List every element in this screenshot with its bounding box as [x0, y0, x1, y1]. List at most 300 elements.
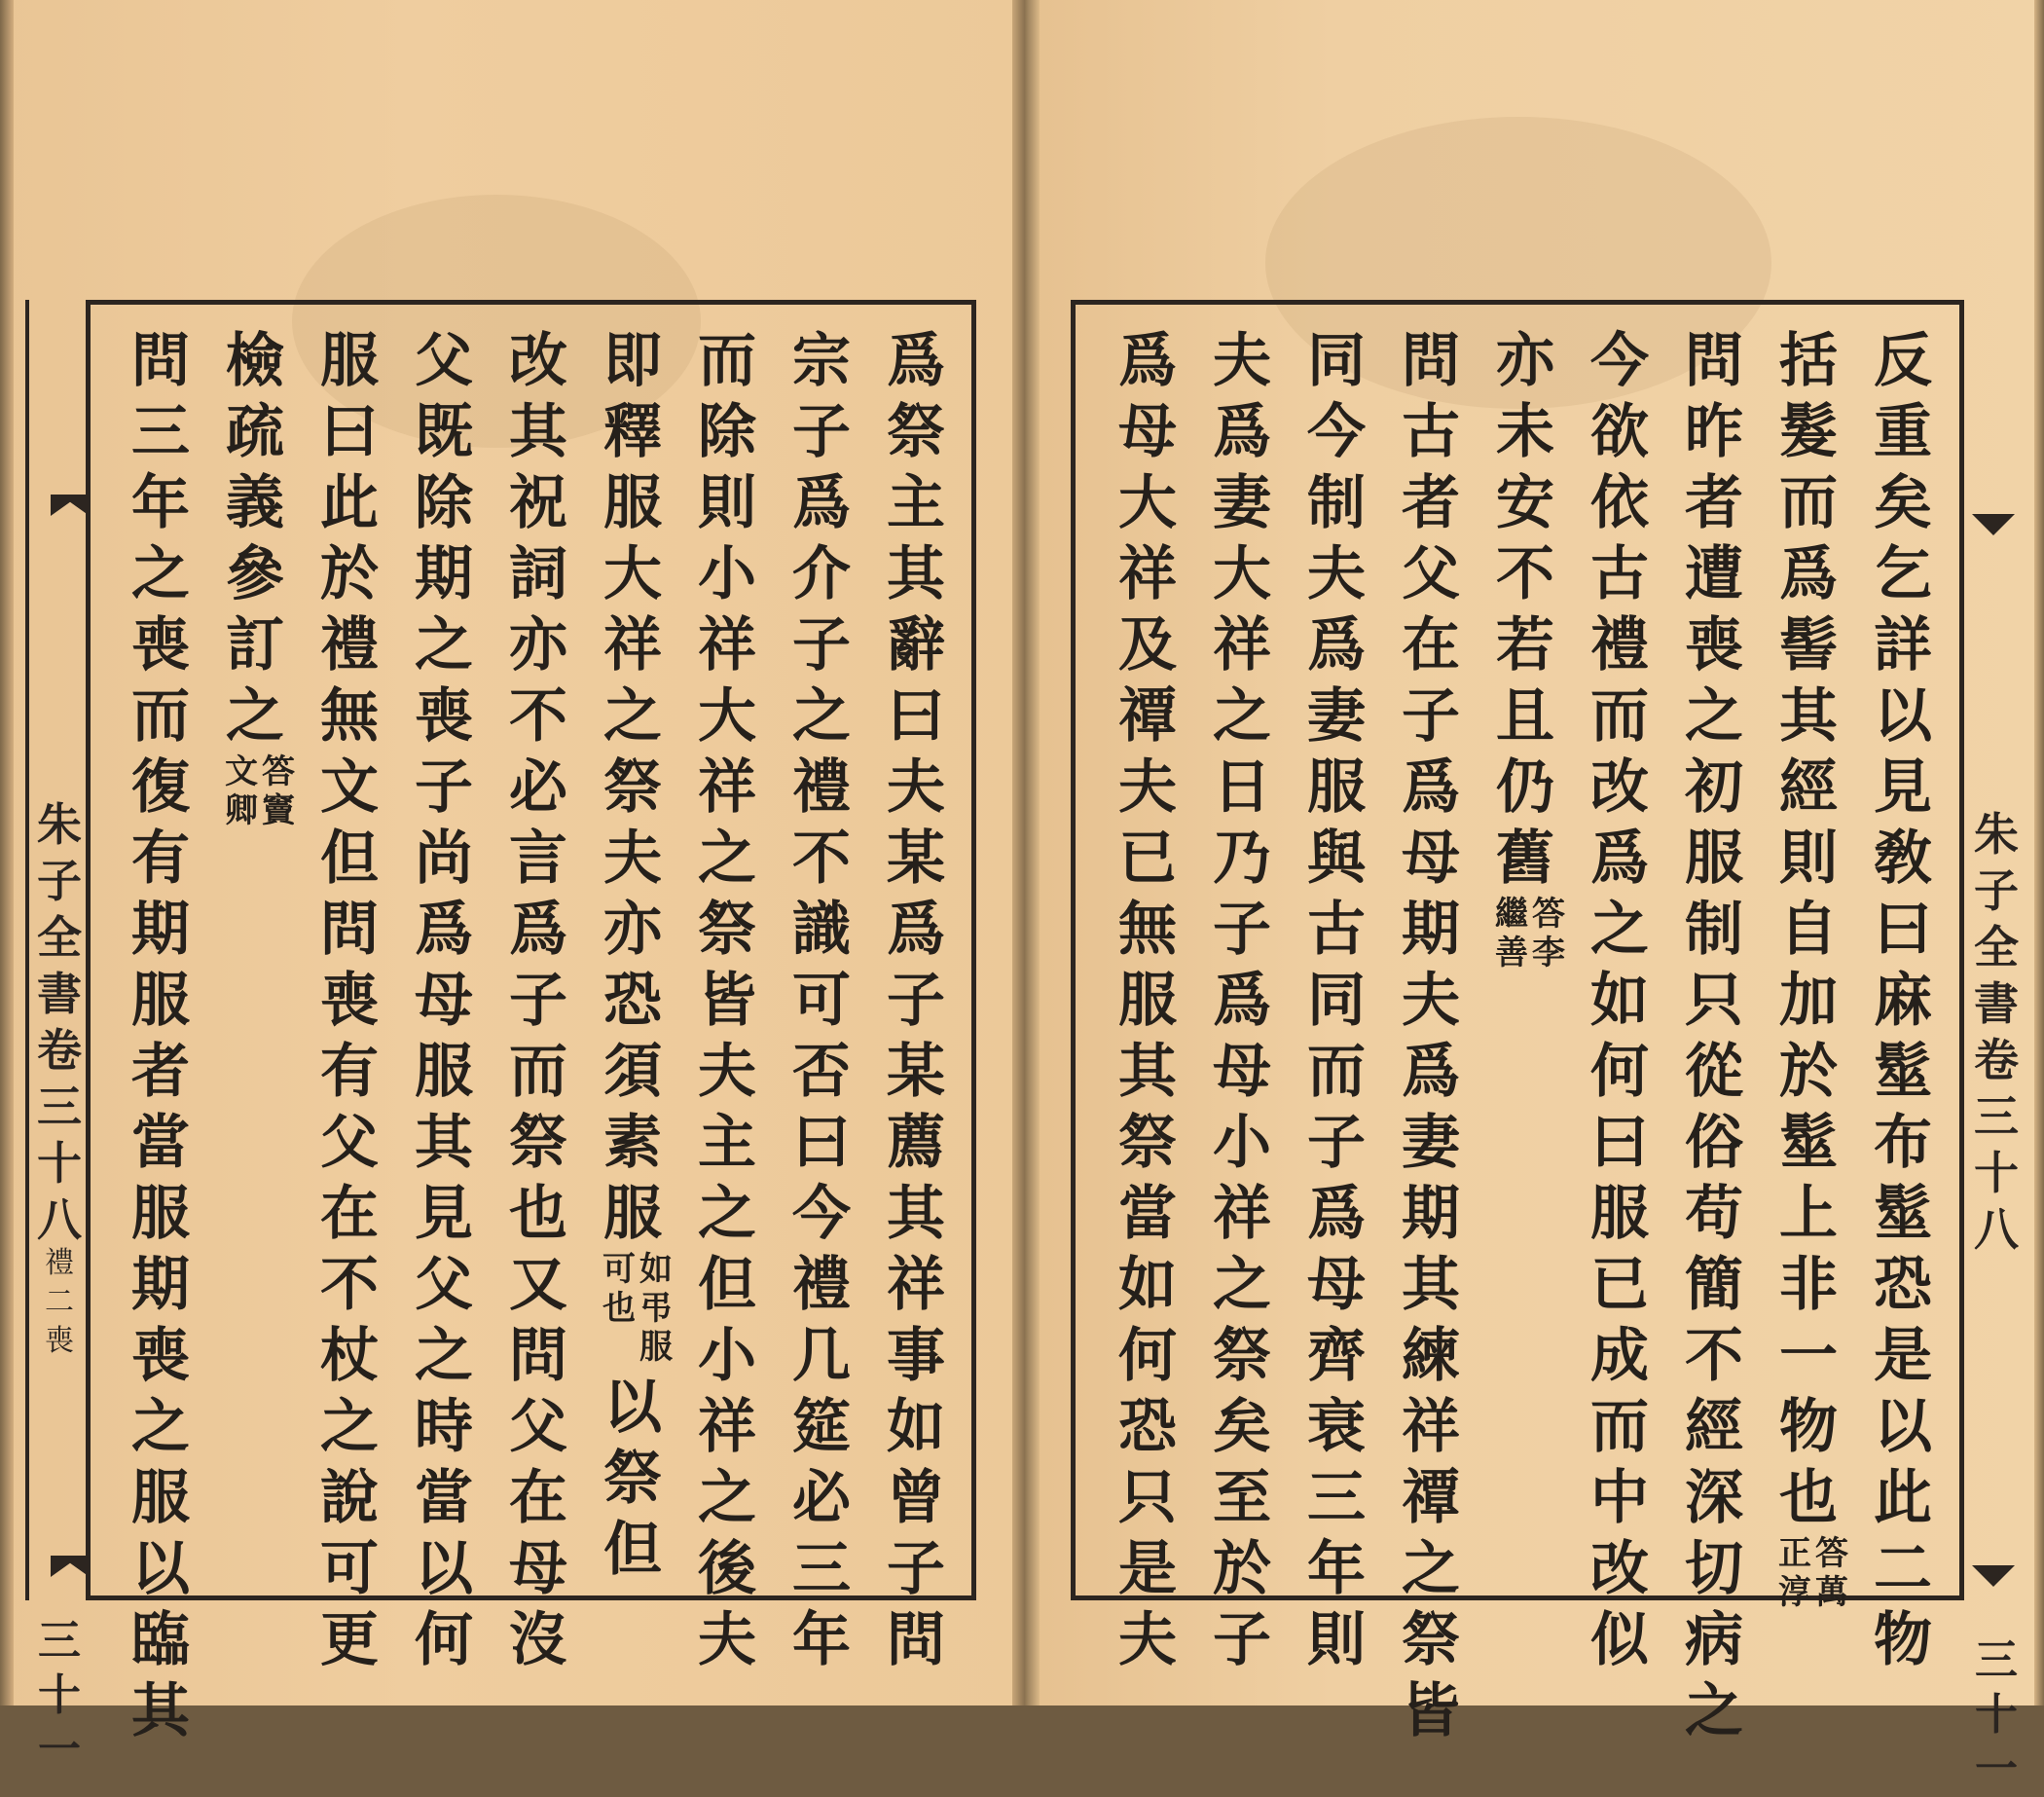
note-char: 也 — [602, 1289, 636, 1328]
text-char: 除 — [415, 469, 473, 537]
text-char: 而 — [1779, 469, 1838, 537]
text-char: 詳 — [1874, 611, 1932, 679]
text-char: 曰 — [1590, 1109, 1649, 1177]
text-char: 問 — [131, 327, 190, 395]
fishtail-mark-lower — [1972, 1565, 2015, 1587]
text-char: 妻 — [1307, 682, 1366, 751]
text-char: 尚 — [415, 825, 473, 893]
text-char: 小 — [698, 1322, 756, 1390]
text-char: 如 — [1590, 967, 1649, 1035]
text-char: 爲 — [792, 469, 851, 537]
text-char: 是 — [1118, 1535, 1177, 1603]
text-char: 子 — [509, 967, 567, 1035]
text-char: 禮 — [320, 611, 379, 679]
text-char: 服 — [603, 469, 662, 537]
text-char: 祥 — [698, 1393, 756, 1461]
text-char: 爲 — [1213, 398, 1271, 466]
text-char: 其 — [887, 1180, 945, 1248]
note-char: 竇 — [262, 791, 295, 830]
text-char: 以 — [415, 1535, 473, 1603]
note-char: 答 — [262, 752, 295, 791]
text-char: 爲 — [1590, 825, 1649, 893]
spine-page-char: 三 — [38, 1616, 81, 1666]
text-char: 夫 — [1402, 967, 1460, 1035]
text-char: 文 — [320, 753, 379, 822]
text-char: 仍 — [1496, 753, 1554, 822]
text-char: 敎 — [1874, 825, 1932, 893]
text-char: 見 — [1874, 753, 1932, 822]
text-char: 介 — [792, 540, 851, 608]
text-char: 日 — [1213, 753, 1271, 822]
text-char: 同 — [1307, 967, 1366, 1035]
spine-section-char: 喪 — [45, 1324, 74, 1358]
spine-title-char: 子 — [37, 855, 82, 907]
text-char: 喪 — [415, 682, 473, 751]
text-char: 有 — [131, 825, 190, 893]
text-char: 服 — [1307, 753, 1366, 822]
spine-page-char: 一 — [1975, 1744, 2018, 1794]
text-char: 改 — [1590, 753, 1649, 822]
text-char: 其 — [131, 1677, 190, 1745]
text-char: 問 — [887, 1606, 945, 1674]
text-char: 改 — [1590, 1535, 1649, 1603]
text-char: 何 — [1590, 1038, 1649, 1106]
spine-title-char: 卷 — [37, 1024, 82, 1077]
text-char: 物 — [1874, 1606, 1932, 1674]
text-char: 之 — [698, 1180, 756, 1248]
text-char: 亦 — [603, 896, 662, 964]
text-char: 今 — [792, 1180, 851, 1248]
left-spine-page-number — [29, 1614, 90, 1778]
text-char: 祥 — [1213, 1180, 1271, 1248]
text-char: 不 — [509, 682, 567, 751]
text-char: 其 — [887, 540, 945, 608]
right-spine-page-number — [1964, 1633, 2028, 1797]
note-char: 答 — [1815, 1534, 1848, 1573]
text-column — [312, 326, 386, 1674]
text-column — [407, 326, 481, 1674]
text-char: 爲 — [1118, 327, 1177, 395]
spine-page-char: 一 — [38, 1725, 81, 1775]
text-char: 不 — [792, 825, 851, 893]
text-char: 之 — [1402, 1535, 1460, 1603]
text-char: 之 — [792, 682, 851, 751]
text-char: 爲 — [1779, 540, 1838, 608]
text-char: 其 — [1402, 1251, 1460, 1319]
text-char: 且 — [1496, 682, 1554, 751]
text-char: 亦 — [509, 611, 567, 679]
spine-title-char: 八 — [37, 1193, 82, 1246]
text-char: 之 — [698, 825, 756, 893]
text-char: 有 — [320, 1038, 379, 1106]
text-char: 爲 — [1213, 967, 1271, 1035]
text-char: 爲 — [1402, 753, 1460, 822]
text-char: 祭 — [1213, 1322, 1271, 1390]
spine-page-char: 十 — [1975, 1690, 2018, 1740]
spine-title-char: 朱 — [1974, 808, 2019, 861]
text-char: 制 — [1307, 469, 1366, 537]
text-char: 夫 — [1118, 753, 1177, 822]
text-char: 母 — [1402, 825, 1460, 893]
text-char: 父 — [320, 1109, 379, 1177]
spine-title-char: 十 — [37, 1137, 82, 1190]
text-char: 祥 — [1213, 611, 1271, 679]
text-char: 初 — [1685, 753, 1743, 822]
text-char: 自 — [1779, 896, 1838, 964]
text-char: 疏 — [226, 398, 284, 466]
text-char: 之 — [1685, 1677, 1743, 1745]
text-char: 喪 — [320, 967, 379, 1035]
text-char: 恐 — [1118, 1393, 1177, 1461]
text-char: 禫 — [1118, 682, 1177, 751]
text-char: 年 — [1307, 1535, 1366, 1603]
text-char: 於 — [1779, 1038, 1838, 1106]
text-char: 子 — [1307, 1109, 1366, 1177]
text-char: 祥 — [887, 1251, 945, 1319]
text-char: 其 — [415, 1109, 473, 1177]
text-char: 之 — [698, 1464, 756, 1532]
text-char: 爲 — [887, 327, 945, 395]
interlinear-note — [600, 1250, 674, 1367]
spine-title-char: 朱 — [37, 798, 82, 851]
text-column — [501, 326, 575, 1674]
text-char: 一 — [1779, 1322, 1838, 1390]
text-char: 服 — [1685, 825, 1743, 893]
text-char: 俗 — [1685, 1109, 1743, 1177]
text-char: 此 — [1874, 1464, 1932, 1532]
text-char: 其 — [509, 398, 567, 466]
text-char: 練 — [1402, 1322, 1460, 1390]
text-column — [1866, 326, 1940, 1674]
text-char: 夫 — [698, 1606, 756, 1674]
text-char: 而 — [1307, 1038, 1366, 1106]
text-char: 以 — [1874, 682, 1932, 751]
text-char: 從 — [1685, 1038, 1743, 1106]
text-char: 髮 — [1779, 398, 1838, 466]
text-char: 於 — [320, 540, 379, 608]
text-char: 問 — [1402, 327, 1460, 395]
text-char: 問 — [1685, 327, 1743, 395]
text-char: 杖 — [320, 1322, 379, 1390]
text-char: 不 — [1685, 1322, 1743, 1390]
text-char: 之 — [1590, 896, 1649, 964]
interlinear-note — [222, 752, 296, 830]
text-char: 之 — [1213, 682, 1271, 751]
text-char: 當 — [1118, 1180, 1177, 1248]
text-char: 子 — [1213, 1606, 1271, 1674]
text-char: 在 — [320, 1180, 379, 1248]
text-char: 依 — [1590, 469, 1649, 537]
text-char: 祭 — [698, 896, 756, 964]
text-char: 已 — [1590, 1251, 1649, 1319]
text-char: 可 — [320, 1535, 379, 1603]
spine-title-char: 子 — [1974, 864, 2019, 917]
text-char: 皆 — [1402, 1677, 1460, 1745]
text-char: 改 — [509, 327, 567, 395]
text-char: 只 — [1685, 967, 1743, 1035]
note-char: 淳 — [1778, 1573, 1811, 1612]
text-char: 母 — [1213, 1038, 1271, 1106]
text-char: 詞 — [509, 540, 567, 608]
text-char: 及 — [1118, 611, 1177, 679]
text-char: 喪 — [131, 1322, 190, 1390]
text-char: 三 — [792, 1535, 851, 1603]
text-char: 祭 — [509, 1109, 567, 1177]
text-char: 子 — [887, 967, 945, 1035]
text-char: 辭 — [887, 611, 945, 679]
text-char: 父 — [509, 1393, 567, 1461]
spine-title-char: 全 — [37, 911, 82, 964]
text-char: 更 — [320, 1606, 379, 1674]
right-page-edge — [2034, 0, 2044, 1705]
text-char: 子 — [1402, 682, 1460, 751]
text-char: 某 — [887, 1038, 945, 1106]
text-char: 見 — [415, 1180, 473, 1248]
text-char: 安 — [1496, 469, 1554, 537]
text-char: 時 — [415, 1393, 473, 1461]
text-char: 祥 — [603, 611, 662, 679]
text-char: 大 — [1118, 469, 1177, 537]
text-char: 不 — [1496, 540, 1554, 608]
text-char: 皆 — [698, 967, 756, 1035]
text-char: 須 — [603, 1038, 662, 1106]
text-char: 齊 — [1307, 1322, 1366, 1390]
text-char: 問 — [320, 896, 379, 964]
spine-title-char: 三 — [37, 1081, 82, 1133]
text-char: 上 — [1779, 1180, 1838, 1248]
text-char: 不 — [320, 1251, 379, 1319]
spine-title-char: 卷 — [1974, 1034, 2019, 1086]
text-char: 服 — [1590, 1180, 1649, 1248]
fishtail-mark-upper — [1972, 514, 2015, 535]
text-char: 大 — [698, 682, 756, 751]
text-char: 必 — [509, 753, 567, 822]
note-char: 正 — [1778, 1534, 1811, 1573]
text-char: 昨 — [1685, 398, 1743, 466]
text-char: 大 — [603, 540, 662, 608]
text-char: 祥 — [1118, 540, 1177, 608]
text-char: 布 — [1874, 1109, 1932, 1177]
text-char: 期 — [1402, 896, 1460, 964]
text-char: 釋 — [603, 398, 662, 466]
text-char: 喪 — [131, 611, 190, 679]
text-char: 之 — [603, 682, 662, 751]
text-char: 母 — [415, 967, 473, 1035]
spine-title-char: 全 — [1974, 921, 2019, 973]
text-char: 即 — [603, 327, 662, 395]
text-char: 之 — [1685, 682, 1743, 751]
text-char: 切 — [1685, 1535, 1743, 1603]
text-column — [1299, 326, 1373, 1674]
text-char: 欲 — [1590, 398, 1649, 466]
text-char: 子 — [792, 398, 851, 466]
text-char: 舊 — [1496, 825, 1554, 893]
text-char: 曰 — [887, 682, 945, 751]
text-char: 於 — [1213, 1535, 1271, 1603]
text-char: 病 — [1685, 1606, 1743, 1674]
text-char: 重 — [1874, 398, 1932, 466]
text-char: 子 — [415, 753, 473, 822]
text-char: 也 — [1779, 1464, 1838, 1532]
text-char: 遭 — [1685, 540, 1743, 608]
text-char: 但 — [698, 1251, 756, 1319]
text-char: 可 — [792, 967, 851, 1035]
text-column — [1771, 326, 1845, 1582]
text-char: 筵 — [792, 1393, 851, 1461]
text-char: 在 — [509, 1464, 567, 1532]
text-char: 服 — [320, 327, 379, 395]
text-char: 之 — [1213, 1251, 1271, 1319]
text-char: 素 — [603, 1109, 662, 1177]
text-char: 者 — [1402, 469, 1460, 537]
text-char: 除 — [698, 398, 756, 466]
book-gutter — [1012, 0, 1040, 1705]
text-char: 爲 — [415, 896, 473, 964]
text-char: 爲 — [509, 896, 567, 964]
text-char: 夫 — [1118, 1606, 1177, 1674]
text-char: 衰 — [1307, 1393, 1366, 1461]
text-char: 服 — [603, 1180, 662, 1248]
right-spine-title — [1964, 806, 2028, 1258]
text-char: 妻 — [1402, 1109, 1460, 1177]
text-char: 但 — [603, 1516, 662, 1584]
fishtail-mark-lower — [51, 1556, 90, 1577]
text-char: 今 — [1307, 398, 1366, 466]
text-char: 夫 — [887, 753, 945, 822]
text-char: 宗 — [792, 327, 851, 395]
note-char: 繼 — [1495, 895, 1528, 934]
text-char: 而 — [131, 682, 190, 751]
text-char: 是 — [1874, 1322, 1932, 1390]
text-char: 中 — [1590, 1464, 1649, 1532]
text-char: 而 — [1590, 1393, 1649, 1461]
text-char: 恐 — [603, 967, 662, 1035]
text-char: 在 — [1402, 611, 1460, 679]
text-char: 禮 — [1590, 611, 1649, 679]
text-char: 檢 — [226, 327, 284, 395]
note-char: 如 — [639, 1250, 673, 1289]
text-char: 子 — [1213, 896, 1271, 964]
text-char: 如 — [1118, 1251, 1177, 1319]
text-char: 母 — [1307, 1251, 1366, 1319]
note-char: 李 — [1532, 934, 1565, 972]
text-char: 髽 — [1874, 1038, 1932, 1106]
left-page-edge — [0, 0, 14, 1705]
text-column — [1583, 326, 1657, 1674]
text-char: 髽 — [1779, 1109, 1838, 1177]
text-char: 何 — [415, 1606, 473, 1674]
right-spine-strip — [1964, 300, 2028, 1794]
spine-section-char: 二 — [45, 1285, 74, 1319]
text-char: 子 — [887, 1535, 945, 1603]
text-char: 禮 — [792, 1251, 851, 1319]
text-char: 小 — [1213, 1109, 1271, 1177]
text-char: 某 — [887, 825, 945, 893]
text-char: 之 — [320, 1393, 379, 1461]
text-char: 喪 — [1685, 611, 1743, 679]
text-column — [1111, 326, 1185, 1674]
text-char: 服 — [415, 1038, 473, 1106]
spine-title-char: 書 — [37, 968, 82, 1020]
text-char: 妻 — [1213, 469, 1271, 537]
text-char: 髽 — [1874, 1180, 1932, 1248]
note-char: 萬 — [1815, 1573, 1848, 1612]
text-char: 服 — [131, 1464, 190, 1532]
text-column — [1394, 326, 1468, 1745]
interlinear-note — [1492, 895, 1566, 972]
text-char: 子 — [792, 611, 851, 679]
text-char: 年 — [131, 469, 190, 537]
text-char: 無 — [1118, 896, 1177, 964]
text-char: 服 — [1118, 967, 1177, 1035]
text-char: 義 — [226, 469, 284, 537]
text-column — [1677, 326, 1751, 1745]
text-char: 祭 — [1402, 1606, 1460, 1674]
text-char: 成 — [1590, 1322, 1649, 1390]
text-char: 與 — [1307, 825, 1366, 893]
text-char: 几 — [792, 1322, 851, 1390]
text-char: 禮 — [792, 753, 851, 822]
text-char: 必 — [792, 1464, 851, 1532]
text-char: 父 — [415, 327, 473, 395]
text-char: 期 — [1402, 1180, 1460, 1248]
text-char: 古 — [1590, 540, 1649, 608]
text-char: 薦 — [887, 1109, 945, 1177]
text-char: 小 — [698, 540, 756, 608]
text-char: 年 — [792, 1606, 851, 1674]
left-spine-section — [29, 1244, 90, 1361]
text-char: 否 — [792, 1038, 851, 1106]
left-spine-title — [29, 796, 90, 1248]
note-char: 文 — [225, 752, 258, 791]
text-char: 者 — [131, 1038, 190, 1106]
text-char: 復 — [131, 753, 190, 822]
text-char: 加 — [1779, 967, 1838, 1035]
text-char: 以 — [603, 1374, 662, 1442]
text-char: 則 — [698, 469, 756, 537]
text-char: 以 — [1874, 1393, 1932, 1461]
text-char: 亦 — [1496, 327, 1554, 395]
text-char: 後 — [698, 1535, 756, 1603]
text-char: 訂 — [226, 611, 284, 679]
text-char: 祥 — [698, 611, 756, 679]
text-char: 又 — [509, 1251, 567, 1319]
text-column-continuation — [596, 1373, 670, 1586]
spine-section-char: 禮 — [45, 1246, 74, 1280]
text-char: 如 — [887, 1393, 945, 1461]
text-column — [124, 326, 198, 1745]
text-char: 括 — [1779, 327, 1838, 395]
text-char: 夫 — [1213, 327, 1271, 395]
text-char: 經 — [1685, 1393, 1743, 1461]
text-char: 期 — [131, 896, 190, 964]
text-char: 祭 — [603, 753, 662, 822]
text-column — [785, 326, 858, 1674]
text-char: 者 — [1685, 469, 1743, 537]
text-char: 祭 — [887, 398, 945, 466]
text-column — [879, 326, 953, 1674]
text-char: 夫 — [603, 825, 662, 893]
text-char: 說 — [320, 1464, 379, 1532]
spine-page-char: 十 — [38, 1670, 81, 1720]
text-char: 之 — [415, 611, 473, 679]
text-char: 古 — [1307, 896, 1366, 964]
text-column — [1205, 326, 1279, 1674]
text-char: 臨 — [131, 1606, 190, 1674]
text-char: 未 — [1496, 398, 1554, 466]
text-char: 只 — [1118, 1464, 1177, 1532]
text-column — [690, 326, 764, 1674]
